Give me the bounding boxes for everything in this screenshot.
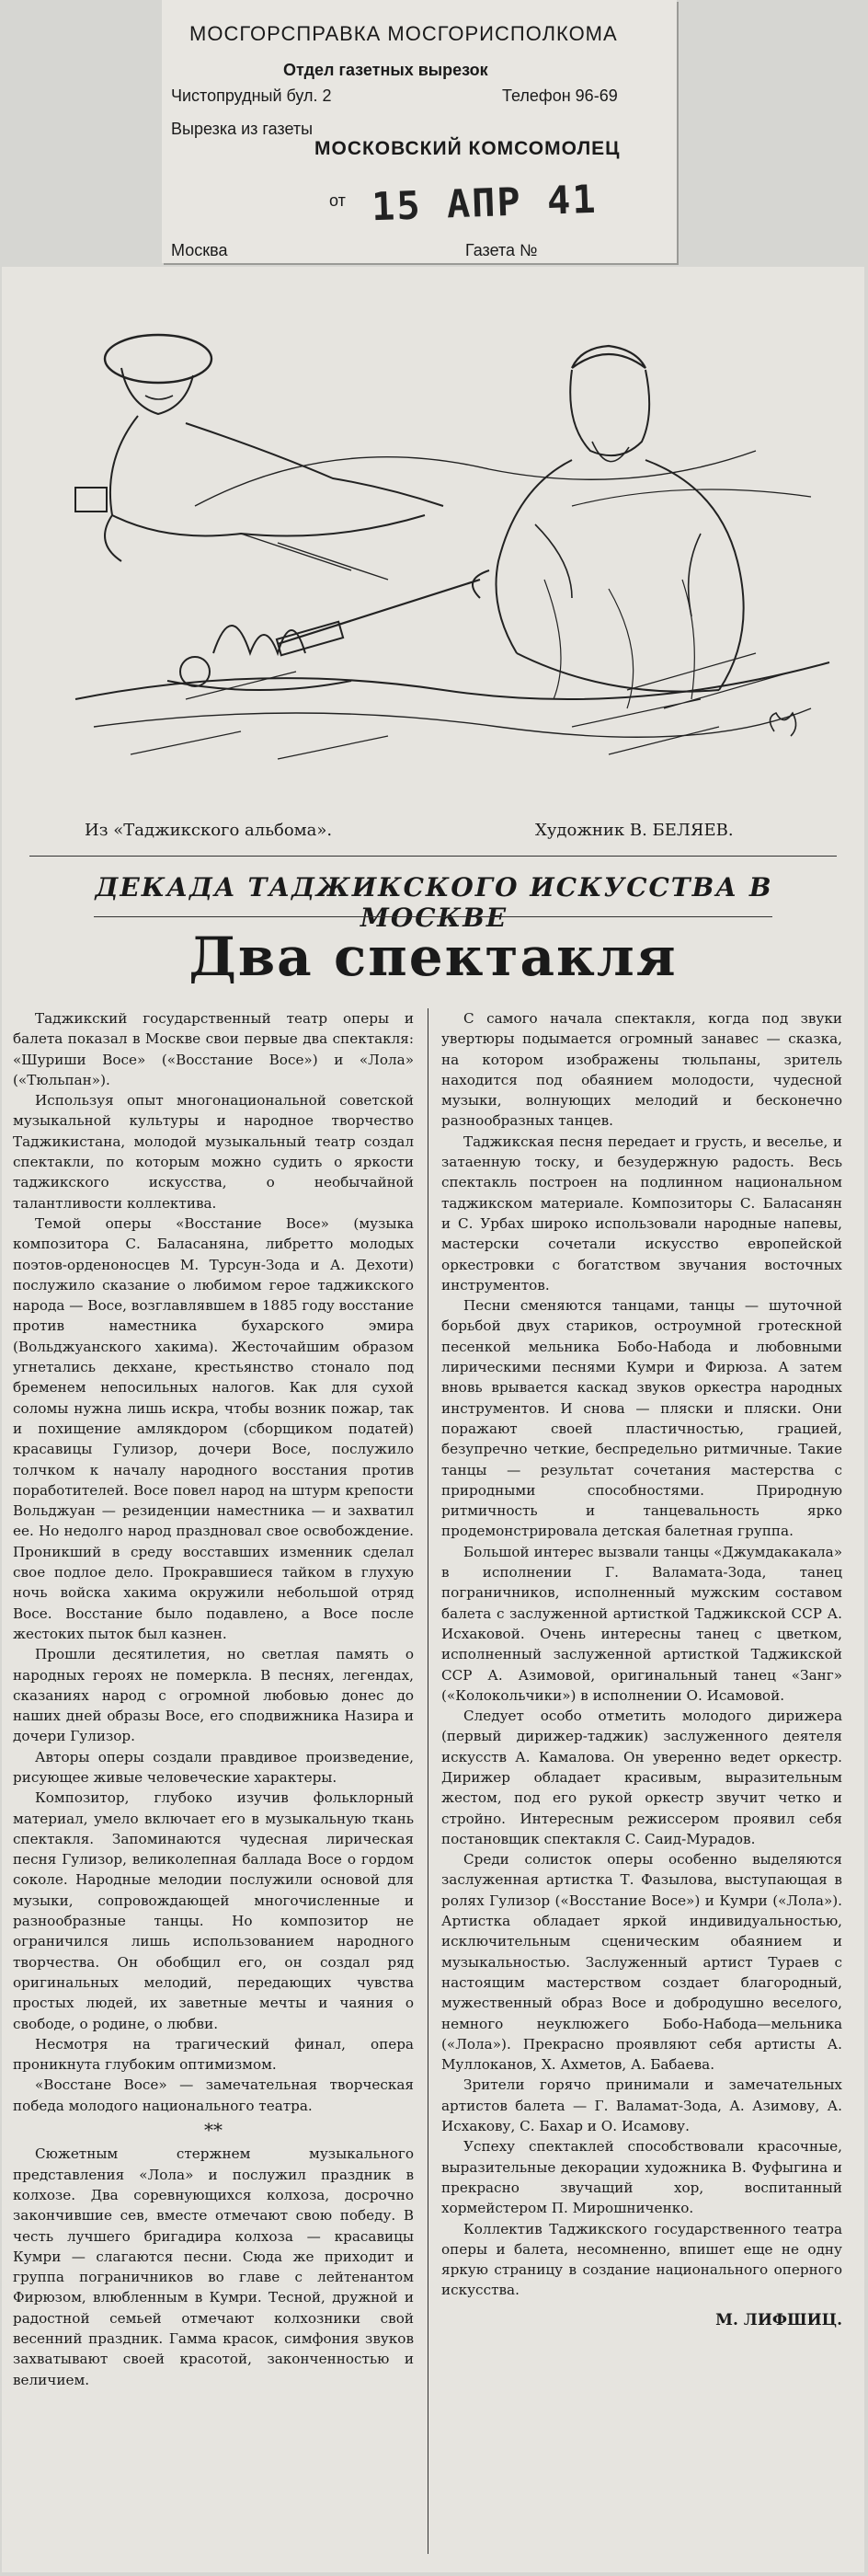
paragraph: Среди солисток оперы особенно выделяются заслуженная артистка Т. Фазылова, выступающая в ролях Гулизор («Восстание Восе») и Кумри («Лола»). Артистка обладает яркой индивидуальностью, исключительным сценическим обаянием и музыкальностью. Заслуженный артист Тураев с настоящим мастерством создает благородный, мужественный образ Восе и добродушно веселого, немного неуклюжего Бобо-Набода—мельника («Лола»). Прекрасно проявляют себя артисты А. Муллоканов, Х. Ахметов, А. Бабаева. <box>441 1851 842 2074</box>
paragraph: Темой оперы «Восстание Восе» (музыка композитора С. Баласаняна, либретто молодых поэтов-орденоносцев М. Турсун-Зода и А. Дехоти) послужило сказание о любимом герое таджикского народа — Восе, возглавлявшем в 1885 году восстание против наместника бухарского эмира (Вольджуанского хакима). Жесточайшим образом угнетались декхане, крестьянство стонало под бременем непосильных налогов. Как для сухой соломы нужна лишь искра, чтобы возник пожар, так и похищение амлякдором (сборщиком податей) красавицы Гулизор, дочери Восе, послужило толчком к началу народного восстания против поработителей. Восе повел народ на штурм крепости Вольджуан — резиденции наместника — и захватил ее. Но недолго народ праздновал свое освобождение. Проникший в среду восставших изменник сделал свое подлое дело. Прокравшиеся тайком в глухую ночь войска хакима окружили небольшой отряд Восе. Восстание было подавлено, а Восе после жестоких пыток был казнен. <box>13 1214 414 1642</box>
section-break-stars: ** <box>204 2119 223 2142</box>
paragraph: Следует особо отметить молодого дирижера (первый дирижер-таджик) заслуженного деятеля искусств А. Камалова. Он уверенно ведет оркестр. Дирижер обладает красивым, выразительным жестом, под его рукой оркестр звучит четко и стройно. Интересным режиссером проявил себя постановщик спектакля С. Саид-Мурадов. <box>441 1708 842 1847</box>
article-headline: Два спектакля <box>188 926 678 988</box>
illustration-artist-caption: Художник В. БЕЛЯЕВ. <box>535 821 734 840</box>
paragraph: Композитор, глубоко изучив фольклорный материал, умело включает его в музыкальную ткань спектакля. Запоминаются чудесная лирическая песня Гулизор, великолепная баллада Восе о гордом соколе. Народные мелодии послужили основой для музыки, сопровождающей многочисленные и разнообразные танцы. Но композитор не ограничился лишь использованием народного творчества. Он обобщил его, он создал ряд оригинальных мелодий, передающих чувства простых людей, их заветные мечты и чаяния о свободе, о родине, о любви. <box>13 1789 414 2032</box>
paragraph: Таджикская песня передает и грусть, и веселье, и затаенную тоску, и безудержную радость. Весь спектакль построен на подлинном национальном таджикском материале. Композиторы С. Баласанян и С. Урбах широко использовали народные напевы, мастерски сочетали искусство европейской оркестровки с богатством звучания восточных инструментов. <box>441 1133 842 1294</box>
stamp-address: Чистопрудный бул. 2 <box>171 86 332 105</box>
paragraph: Таджикский государственный театр оперы и балета показал в Москве свои первые два спектакля: «Шуриши Восе» («Восстание Восе») и «Лола» («Тюльпан»). <box>13 1010 414 1088</box>
paragraph: С самого начала спектакля, когда под звуки увертюры подымается огромный занавес — сказка, на котором изображены тюльпаны, зритель находится под обаянием молодости, чудесной музыки, волнующих мелодий и бесконечно разнообразных танцев. <box>441 1010 842 1130</box>
paragraph: Прошли десятилетия, но светлая память о народных героях не померкла. В песнях, легендах, сказаниях народ с огромной любовью донес до наших дней образы Восе, его сподвижника Назира и дочери Гулизор. <box>13 1646 414 1745</box>
stamp-phone: Телефон 96-69 <box>502 86 618 105</box>
stamp-from-label: от <box>329 191 346 210</box>
stamp-newspaper-name: МОСКОВСКИЙ КОМСОМОЛЕЦ <box>314 138 621 159</box>
stamp-department: Отдел газетных вырезок <box>283 61 488 79</box>
divider-rule <box>29 856 837 857</box>
paragraph: Коллектив Таджикского государственного театра оперы и балета, несомненно, впишет еще не одну яркую страницу в создание национального оперного искусства. <box>441 2220 842 2299</box>
stamp-city: Москва <box>171 241 228 259</box>
rubric-underline <box>94 916 772 917</box>
paragraph: Песни сменяются танцами, танцы — шуточной борьбой двух стариков, остроумной гротескной песенкой мельника Бобо-Набода и любовными лирическими песнями Кумри и Фирюза. А затем вновь врывается каскад звуков оркестра народных инструментов. И снова — пляски и пляски. Они поражают своей пластичностью, грацией, безупречно четкие, беспредельно ритмичные. Такие танцы — результат сочетания мастерства с природными способностями. Природную ритмичность и танцевальность ярко продемонстрировала детская балетная группа. <box>441 1297 842 1540</box>
article-column-left <box>13 1008 414 2554</box>
illustration-source-caption: Из «Таджикского альбома». <box>85 821 333 840</box>
paragraph: Авторы оперы создали правдивое произведение, рисующее живые человеческие характеры. <box>13 1748 414 1786</box>
paragraph: Успеху спектаклей способствовали красочные, выразительные декорации художника В. Фуфыгина и прекрасно звучащий хор, воспитанный хормейстером П. Мирошниченко. <box>441 2138 842 2217</box>
newspaper-clipping <box>2 267 864 2572</box>
paragraph: «Восстане Восе» — замечательная творческая победа молодого национального театра. <box>13 2076 414 2114</box>
article-column-right <box>441 1008 842 2554</box>
paragraph: Сюжетным стержнем музыкального представления «Лола» и послужил праздник в колхозе. Два соревнующихся колхоза, досрочно закончившие сев, вместе отмечают свою победу. В честь лучшего бригадира колхоза — красавицы Кумри — слагаются песни. Сюда же приходит и группа пограничников во главе с лейтенантом Фирюзом, влюбленным в Кумри. Тесной, дружной и радостной семьей отмечают колхозники свой весенний праздник. Гамма красок, симфония звуков захватывают своей красотой, законченностью и величием. <box>13 2145 414 2388</box>
paragraph: Несмотря на трагический финал, опера проникнута глубоким оптимизмом. <box>13 2035 414 2074</box>
stamp-date: 15 АПР 41 <box>371 176 599 230</box>
paragraph: Большой интерес вызвали танцы «Джумдакакала» в исполнении Г. Валамата-Зода, танец пограничников, исполненный мужским составом балета с заслуженной артисткой Таджикской ССР А. Исхаковой. Очень интересны танец с цветком, исполненный заслуженной артисткой Таджикской ССР А. Азимовой, оригинальный танец «Занг» («Колокольчики») в исполнении О. Исамовой. <box>441 1543 842 1704</box>
paragraph: Зрители горячо принимали и замечательных артистов балета — Г. Валамат-Зода, А. Азимову, А. Исхакову, С. Бахар и О. Исамову. <box>441 2076 842 2135</box>
author-signature: М. ЛИФШИЦ. <box>715 2310 842 2329</box>
clipping-service-stamp <box>162 0 677 263</box>
paragraph: Используя опыт многонациональной советской музыкальной культуры и народное творчество Таджикистана, молодой музыкальный театр создал спектакли, по которым можно судить о яркости таджикского искусства, о необычайной талантливости коллектива. <box>13 1092 414 1212</box>
illustration-tajik-album <box>57 267 848 782</box>
section-rubric: ДЕКАДА ТАДЖИКСКОГО ИСКУССТВА В МОСКВЕ <box>95 872 773 933</box>
stamp-gazette-number-label: Газета № <box>465 241 538 259</box>
stamp-organization: МОСГОРСПРАВКА МОСГОРИСПОЛКОМА <box>189 22 618 45</box>
stamp-cutting-from-label: Вырезка из газеты <box>171 120 314 138</box>
